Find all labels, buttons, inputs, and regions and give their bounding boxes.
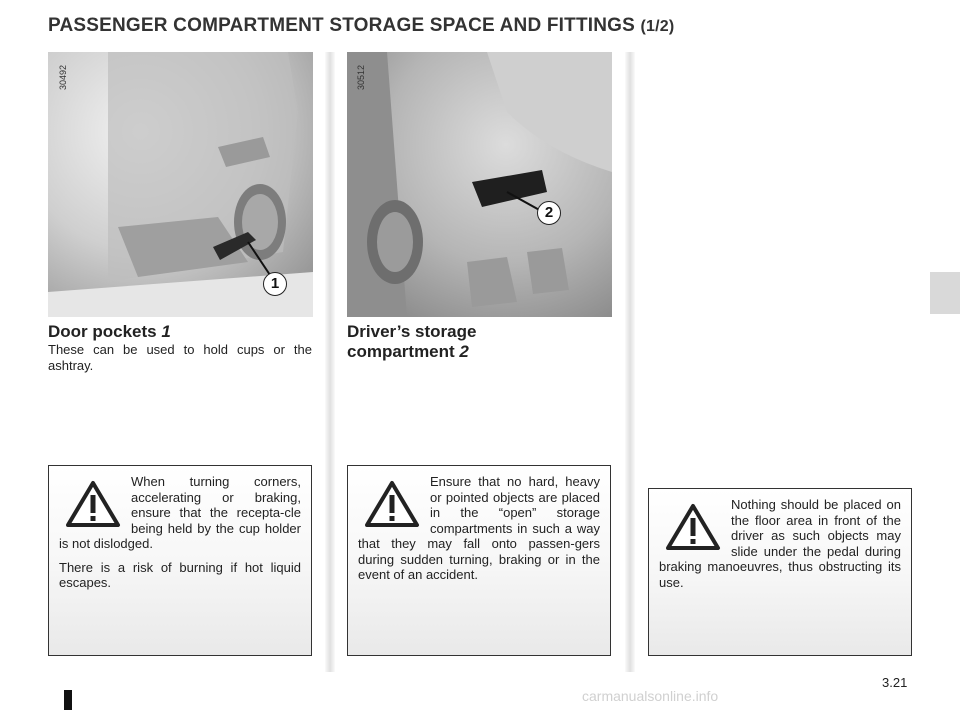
warning-text: When turning corners, accelerating or braking, ensure that the recepta-cle being held by the cup holder is not dislodged. <box>59 474 301 551</box>
column-divider <box>325 52 335 672</box>
column-divider <box>625 52 635 672</box>
drivers-storage-illustration <box>347 52 612 317</box>
warning-text: There is a risk of burning if hot liquid escapes. <box>59 559 301 590</box>
heading-ref: 1 <box>161 322 171 341</box>
section-tab <box>930 272 960 314</box>
heading-text: compartment <box>347 342 455 361</box>
callout-1: 1 <box>263 272 287 296</box>
title-part: (1/2) <box>640 18 675 35</box>
warning-triangle-icon <box>665 503 721 551</box>
warning-text: Nothing should be placed on the floor area in front of the driver as such objects may slide under the pedal during braking manoeuvres, thus obstructing its use. <box>659 497 901 590</box>
page-marker <box>64 690 72 710</box>
warning-triangle-icon <box>65 480 121 528</box>
title-text: PASSENGER COMPARTMENT STORAGE SPACE AND FITTINGS <box>48 15 636 36</box>
figure-code: 30512 <box>356 64 366 90</box>
drivers-storage-heading <box>347 322 476 362</box>
door-pockets-heading <box>48 322 171 342</box>
page-title <box>48 15 674 37</box>
warning-text: Ensure that no hard, heavy or pointed objects are placed in the “open” storage compartments in such a way that they may fall onto passen-gers during sudden turning, braking or in the event of an accident. <box>358 474 600 582</box>
door-pockets-text: These can be used to hold cups or the ashtray. <box>48 342 312 373</box>
watermark: carmanualsonline.info <box>582 688 719 704</box>
page-number: 3.21 <box>882 675 908 690</box>
warning-triangle-icon <box>364 480 420 528</box>
warning-box <box>48 465 312 656</box>
drivers-storage-drawing <box>347 52 612 317</box>
heading-ref: 2 <box>459 342 469 361</box>
callout-2: 2 <box>537 201 561 225</box>
figure-code: 30492 <box>58 64 68 90</box>
heading-text: Driver’s storage <box>347 322 477 341</box>
heading-text: Door pockets <box>48 322 157 341</box>
warning-box <box>648 488 912 656</box>
warning-box <box>347 465 611 656</box>
